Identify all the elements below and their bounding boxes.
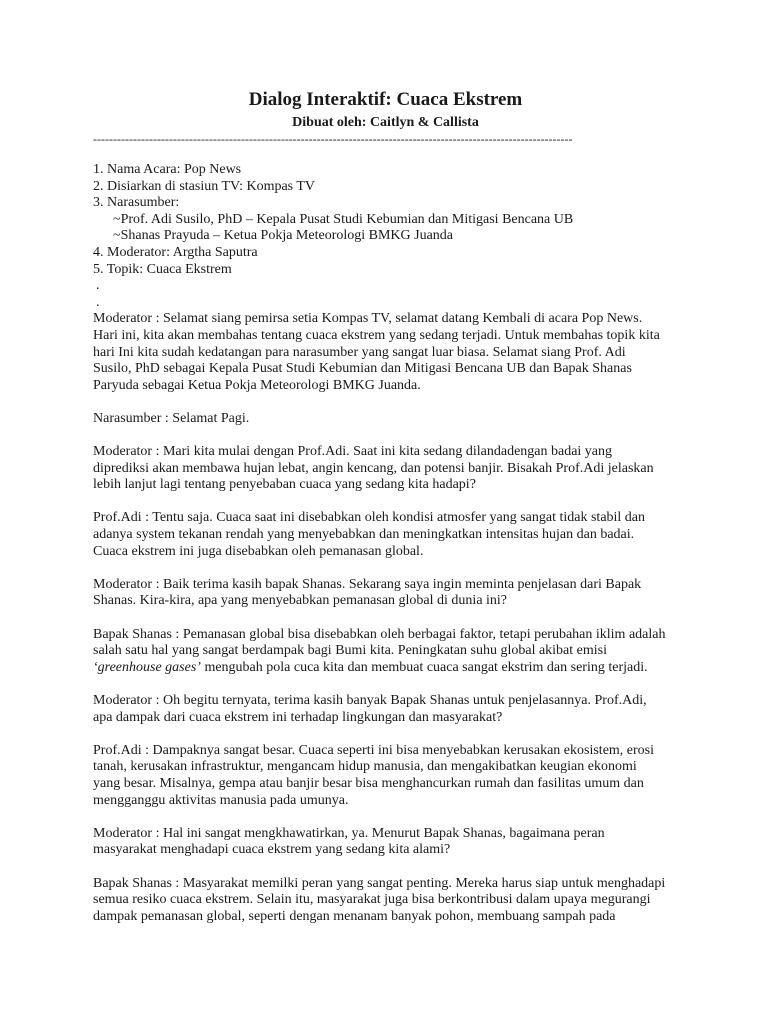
- dialog-line: lebih lanjut lagi tentang penyebaban cuaca yang sedang kita hadapi?: [93, 477, 476, 493]
- dialog-line: Hari ini, kita akan membahas tentang cuaca ekstrem yang sedang terjadi. Untuk membahas topik kita: [93, 327, 660, 343]
- info-item-moderator: 4. Moderator: Argtha Saputra: [93, 244, 258, 260]
- dialog-line: salah satu hal yang sangat berdampak bagi Bumi kita. Peningkatan suhu global akibat emisi: [93, 643, 607, 659]
- dialog-line: tanah, kerusakan infrastruktur, mengancam hidup manusia, dan mengakibatkan keugian ekonomi: [93, 759, 637, 775]
- dialog-line: Moderator : Oh begitu ternyata, terima kasih banyak Bapak Shanas untuk penjelasannya. Prof.Adi,: [93, 693, 647, 708]
- info-item-program: 1. Nama Acara: Pop News: [93, 162, 242, 177]
- dialog-line: Susilo, PhD sebagai Kepala Pusat Studi Kebumian dan Mitigasi Bencana UB dan Bapak Shanas: [93, 361, 632, 377]
- dialog-line: hari Ini kita sudah kedatangan para narasumber yang sangat luar biasa. Selamat siang Prof. Adi: [93, 344, 626, 360]
- dialog-paragraph: [93, 311, 678, 394]
- italic-term: ‘greenhouse gases’: [93, 659, 201, 675]
- dialog-line: Narasumber : Selamat Pagi.: [93, 410, 250, 426]
- dialog-line: apa dampak dari cuaca ekstrem ini terhadap lingkungan dan masyarakat?: [93, 709, 503, 725]
- dialog-paragraph: [93, 444, 678, 494]
- dialog-line: Bapak Shanas : Masyarakat memilki peran yang sangat penting. Mereka harus siap untuk menghadapi: [93, 875, 666, 891]
- document-page: [93, 86, 678, 925]
- info-item-topic: 5. Topik: Cuaca Ekstrem: [93, 261, 232, 277]
- dialog-line: Moderator : Mari kita mulai dengan Prof.Adi. Saat ini kita sedang dilandadengan badai yang: [93, 444, 613, 460]
- document-title: Dialog Interaktif: Cuaca Ekstrem: [248, 89, 523, 110]
- dot-mark: .: [96, 294, 100, 310]
- document-subtitle: Dibuat oleh: Caitlyn & Callista: [292, 115, 479, 130]
- info-list: [93, 162, 678, 311]
- info-speaker-1: ~Prof. Adi Susilo, PhD – Kepala Pusat Studi Kebumian dan Mitigasi Bencana UB: [113, 211, 574, 227]
- dialog-line: Moderator : Hal ini sangat mengkhawatirkan, ya. Menurut Bapak Shanas, bagaimana peran: [93, 825, 605, 841]
- dialog-line: diprediksi akan membawa hujan lebat, angin kencang, dan potensi banjir. Bisakah Prof.Adi jelaskan: [93, 460, 654, 476]
- dialog-paragraph: [93, 743, 678, 809]
- dialog-line: semua resiko cuaca ekstrem. Selain itu, masyarakat juga bisa berkontribusi dalam upaya megurangi: [93, 892, 651, 908]
- dialog-paragraph: [93, 510, 678, 560]
- dialog-body: [93, 311, 678, 925]
- dialog-line-tail: mengubah pola cuca kita dan membuat cuaca sangat ekstrim dan sering terjadi.: [200, 659, 648, 675]
- info-speaker-2: ~Shanas Prayuda – Ketua Pokja Meteorologi BMKG Juanda: [113, 228, 454, 244]
- info-item-speakers: 3. Narasumber:: [93, 195, 180, 211]
- dialog-paragraph: [93, 627, 678, 677]
- dialog-line: mengganggu aktivitas manusia pada umunya.: [93, 792, 349, 808]
- dialog-paragraph: [93, 411, 678, 428]
- dialog-paragraph: [93, 693, 678, 726]
- dialog-line: yang besar. Misalnya, gempa atau banjir besar bisa menghancurkan rumah dan fasilitas umum dan: [93, 775, 644, 791]
- dialog-line: dampak pemanasan global, seperti dengan menanam banyak pohon, membuang sampah pada: [93, 908, 616, 924]
- dialog-paragraph: [93, 876, 678, 926]
- dialog-line: Paryuda sebagai Ketua Pokja Meteorologi BMKG Juanda.: [93, 377, 421, 393]
- dialog-paragraph: [93, 826, 678, 859]
- dialog-line: Bapak Shanas : Pemanasan global bisa disebabkan oleh berbagai faktor, tetapi perubahan iklim adalah: [93, 626, 666, 642]
- info-item-station: 2. Disiarkan di stasiun TV: Kompas TV: [93, 178, 316, 194]
- dialog-paragraph: [93, 577, 678, 610]
- dialog-line: Moderator : Selamat siang pemirsa setia Kompas TV, selamat datang Kembali di acara Pop News.: [93, 311, 643, 327]
- dialog-line: Cuaca ekstrem ini juga disebabkan oleh pemanasan global.: [93, 543, 424, 559]
- divider-line: ------------------------------------------------------------------------------------------------------------------------: [93, 132, 573, 146]
- dialog-line: Shanas. Kira-kira, apa yang menyebabkan pemanasan global di dunia ini?: [93, 593, 508, 609]
- dialog-line: adanya system tekanan rendah yang menyebabkan dan meningkatkan intensitas hujan dan badai.: [93, 527, 635, 543]
- dialog-line: Prof.Adi : Tentu saja. Cuaca saat ini disebabkan oleh kondisi atmosfer yang sangat tidak stabil dan: [93, 510, 646, 526]
- dot-mark: .: [96, 278, 100, 294]
- dialog-line: Moderator : Baik terima kasih bapak Shanas. Sekarang saya ingin meminta penjelasan dari Bapak: [93, 576, 642, 592]
- dialog-line: Prof.Adi : Dampaknya sangat besar. Cuaca seperti ini bisa menyebabkan kerusakan ekosistem, erosi: [93, 742, 655, 758]
- dialog-line: [93, 660, 678, 677]
- dialog-line: masyarakat menghadapi cuaca ekstrem yang sedang kita alami?: [93, 842, 451, 858]
